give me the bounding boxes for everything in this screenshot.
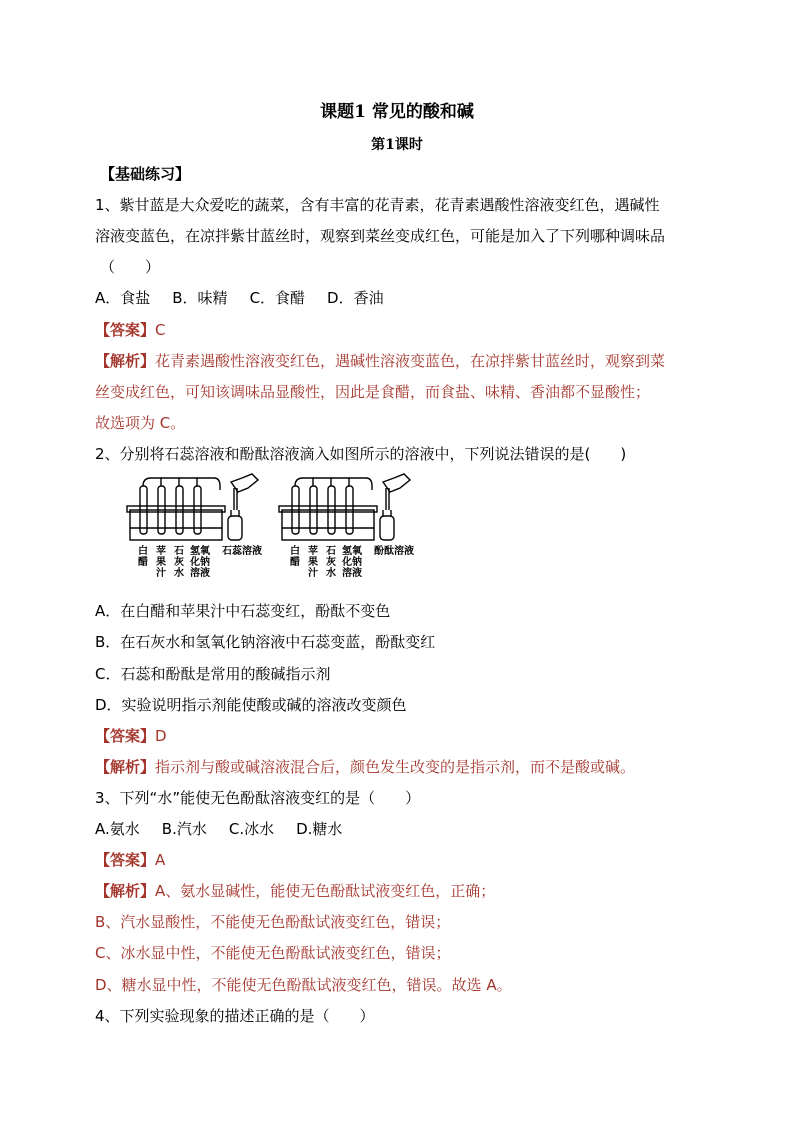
q2-option-d: D．实验说明指示剂能使酸或碱的溶液改变颜色 — [95, 696, 407, 714]
q1-analysis-line1 — [95, 351, 665, 371]
q2-answer-value: D — [155, 727, 167, 745]
q2-answer — [95, 726, 167, 746]
q3-option-d: D.糖水 — [296, 820, 343, 838]
right-label-4c: 溶液 — [342, 568, 362, 579]
right-label-1b: 醋 — [290, 557, 300, 568]
q3-options — [95, 819, 364, 839]
page-subtitle: 第1课时 — [371, 137, 423, 153]
q3-analysis-b: B、汽水显酸性，不能使无色酚酞试液变红色，错误； — [95, 913, 451, 931]
q1-option-d: D．香油 — [327, 289, 384, 307]
left-label-2c: 汁 — [156, 568, 166, 579]
right-reagent-label: 酚酞溶液 — [374, 546, 414, 557]
q2-figure — [124, 470, 444, 580]
q3-option-b: B.汽水 — [161, 820, 207, 838]
q3-option-a: A.氨水 — [95, 820, 140, 838]
q2-analysis-text: 指示剂与酸或碱溶液混合后，颜色发生改变的是指示剂，而不是酸或碱。 — [155, 758, 636, 776]
q1-analysis-line3: 故选项为 C。 — [95, 414, 186, 432]
page-title: 课题1 常见的酸和碱 — [320, 102, 474, 122]
q1-analysis-line2: 丝变成红色，可知该调味品显酸性，因此是食醋，而食盐、味精、香油都不显酸性； — [95, 383, 651, 401]
q1-stem-line3: （ ） — [100, 258, 161, 276]
analysis-label: 【解析】 — [95, 352, 156, 370]
q1-option-c: C．食醋 — [249, 289, 306, 307]
left-label-2b: 果 — [156, 557, 166, 568]
analysis-label: 【解析】 — [95, 882, 156, 900]
right-label-3c: 水 — [326, 568, 336, 579]
right-apparatus — [279, 474, 410, 540]
q1-options — [95, 288, 406, 308]
q3-analysis-d: D、糖水显中性，不能使无色酚酞试液变红色，错误。故选 A。 — [95, 976, 512, 994]
q3-analysis-a — [95, 881, 495, 901]
left-label-4b: 化钠 — [190, 557, 210, 568]
q4-stem: 4、下列实验现象的描述正确的是（ ） — [95, 1007, 375, 1025]
q1-answer-value: C — [155, 321, 166, 339]
right-label-2a: 苹 — [308, 546, 318, 557]
q3-analysis-text-a: A、氨水显碱性，能使无色酚酞试液变红色，正确； — [155, 882, 496, 900]
answer-label: 【答案】 — [95, 321, 156, 339]
q1-stem-line2: 溶液变蓝色，在凉拌紫甘蓝丝时，观察到菜丝变成红色，可能是加入了下列哪种调味品 — [95, 227, 666, 245]
left-label-1b: 醋 — [138, 557, 148, 568]
q1-answer — [95, 320, 166, 340]
right-label-4b: 化钠 — [342, 557, 362, 568]
right-label-3b: 灰 — [326, 557, 336, 568]
q3-option-c: C.冰水 — [228, 820, 275, 838]
left-label-3b: 灰 — [174, 557, 184, 568]
q1-option-b: B．味精 — [172, 289, 228, 307]
left-label-2a: 苹 — [156, 546, 166, 557]
right-label-3a: 石 — [326, 546, 336, 557]
q3-stem: 3、下列“水”能使无色酚酞溶液变红的是（ ） — [95, 789, 421, 807]
q2-option-b: B．在石灰水和氢氧化钠溶液中石蕊变蓝，酚酞变红 — [95, 633, 436, 651]
q3-analysis-c: C、冰水显中性，不能使无色酚酞试液变红色，错误； — [95, 944, 451, 962]
q1-analysis-text1: 花青素遇酸性溶液变红色，遇碱性溶液变蓝色，在凉拌紫甘蓝丝时，观察到菜 — [155, 352, 666, 370]
analysis-label: 【解析】 — [95, 758, 156, 776]
left-label-4a: 氢氧 — [190, 546, 210, 557]
q1-stem-line1: 1、紫甘蓝是大众爱吃的蔬菜，含有丰富的花青素，花青素遇酸性溶液变红色，遇碱性 — [95, 196, 660, 214]
q3-answer — [95, 850, 165, 870]
right-label-2c: 汁 — [308, 568, 318, 579]
left-label-1a: 白 — [138, 546, 148, 557]
right-label-4a: 氢氧 — [342, 546, 362, 557]
answer-label: 【答案】 — [95, 727, 156, 745]
left-label-3c: 水 — [174, 568, 184, 579]
left-label-3a: 石 — [174, 546, 184, 557]
q3-answer-value: A — [155, 851, 166, 869]
q2-stem: 2、分别将石蕊溶液和酚酞溶液滴入如图所示的溶液中，下列说法错误的是( ) — [95, 445, 627, 463]
right-label-1a: 白 — [290, 546, 300, 557]
right-label-2b: 果 — [308, 557, 318, 568]
section-heading: 【基础练习】 — [100, 165, 191, 183]
left-label-4c: 溶液 — [190, 568, 210, 579]
left-apparatus — [127, 474, 258, 540]
q2-option-a: A．在白醋和苹果汁中石蕊变红，酚酞不变色 — [95, 602, 391, 620]
q2-analysis — [95, 757, 635, 777]
left-reagent-label: 石蕊溶液 — [222, 546, 262, 557]
q1-option-a: A．食盐 — [95, 289, 151, 307]
answer-label: 【答案】 — [95, 851, 156, 869]
q2-option-c: C．石蕊和酚酞是常用的酸碱指示剂 — [95, 665, 331, 683]
